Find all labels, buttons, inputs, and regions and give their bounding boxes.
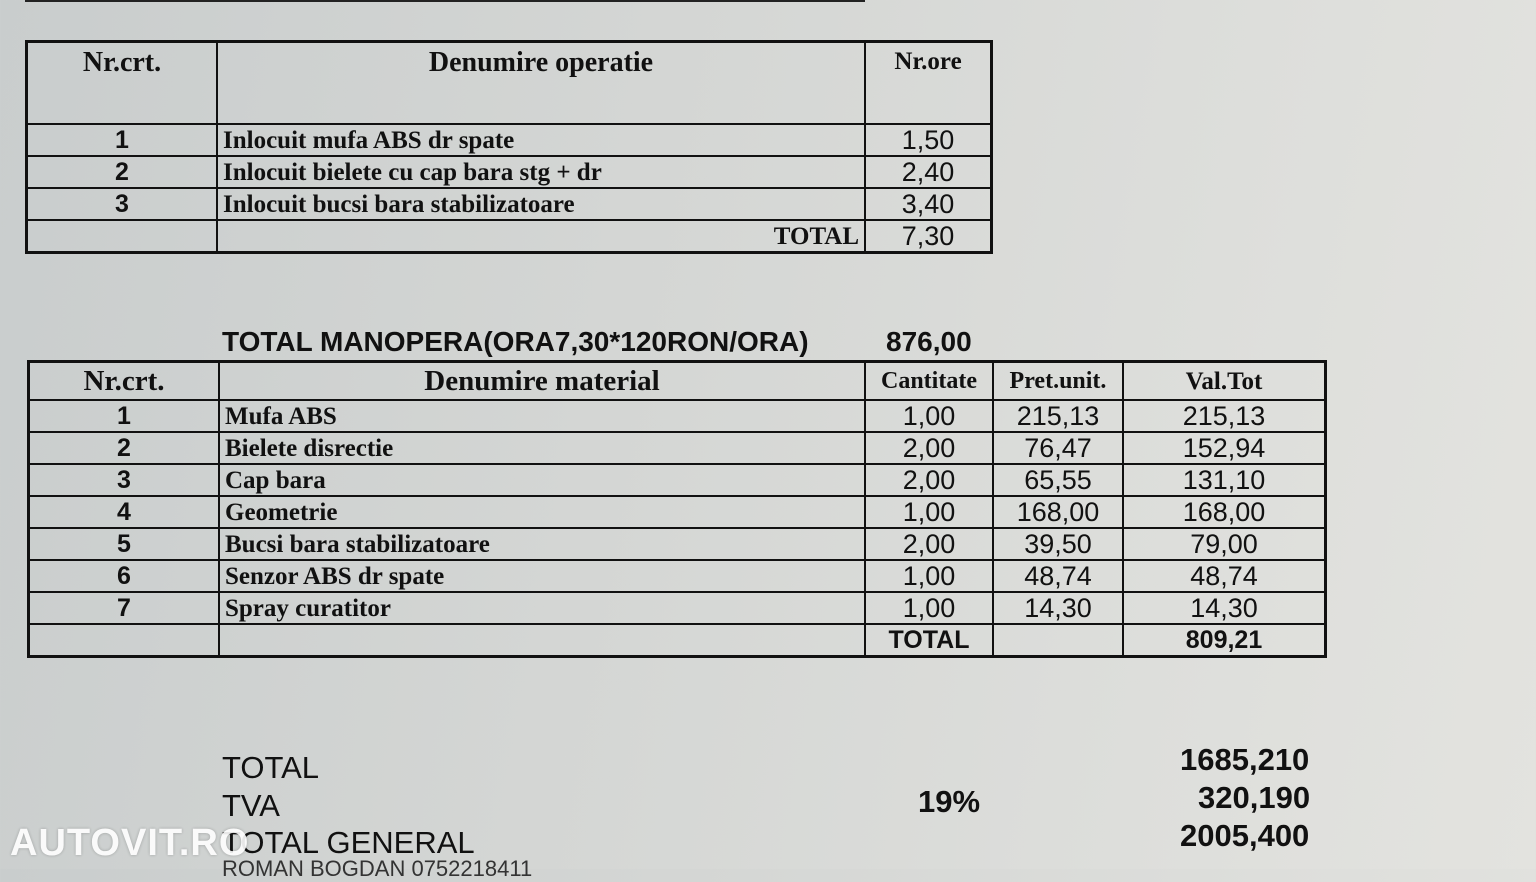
top-border-line — [25, 0, 865, 2]
row-nr: 7 — [29, 592, 220, 624]
material-name: Mufa ABS — [219, 400, 865, 432]
header-quantity: Cantitate — [865, 362, 993, 401]
material-quantity: 1,00 — [865, 496, 993, 528]
summary-tva-rate: 19% — [918, 784, 981, 819]
material-total: 168,00 — [1123, 496, 1326, 528]
material-name: Geometrie — [219, 496, 865, 528]
material-quantity: 1,00 — [865, 592, 993, 624]
table-row — [29, 464, 1326, 496]
operation-name: Inlocuit mufa ABS dr spate — [217, 124, 865, 156]
header-total-value: Val.Tot — [1123, 362, 1326, 401]
material-quantity: 1,00 — [865, 560, 993, 592]
material-total: 48,74 — [1123, 560, 1326, 592]
material-name: Senzor ABS dr spate — [219, 560, 865, 592]
table-row — [27, 188, 992, 220]
operation-name: Inlocuit bielete cu cap bara stg + dr — [217, 156, 865, 188]
table-row — [29, 496, 1326, 528]
table-row — [27, 156, 992, 188]
material-quantity: 1,00 — [865, 400, 993, 432]
header-operation-name: Denumire operatie — [217, 42, 865, 125]
material-name: Bielete disrectie — [219, 432, 865, 464]
header-material-name: Denumire material — [219, 362, 865, 401]
table-row — [27, 124, 992, 156]
operation-hours: 2,40 — [865, 156, 992, 188]
materials-total-row — [29, 624, 1326, 657]
operation-hours: 1,50 — [865, 124, 992, 156]
summary-total-value: 1685,210 — [1180, 742, 1310, 777]
operations-total-label: TOTAL — [217, 220, 865, 253]
table-row — [29, 592, 1326, 624]
materials-total-label: TOTAL — [865, 624, 993, 657]
summary-tva-label: TVA — [222, 788, 280, 823]
labor-total-label: TOTAL MANOPERA(ORA7,30*120RON/ORA) — [222, 326, 809, 357]
materials-table — [27, 360, 1327, 658]
material-total: 14,30 — [1123, 592, 1326, 624]
header-nr-crt: Nr.crt. — [29, 362, 220, 401]
material-name: Spray curatitor — [219, 592, 865, 624]
row-nr: 1 — [27, 124, 218, 156]
material-quantity: 2,00 — [865, 528, 993, 560]
row-nr: 2 — [27, 156, 218, 188]
row-nr: 4 — [29, 496, 220, 528]
operation-name: Inlocuit bucsi bara stabilizatoare — [217, 188, 865, 220]
operations-header-row — [27, 42, 992, 125]
row-nr: 2 — [29, 432, 220, 464]
labor-total-value: 876,00 — [886, 326, 972, 357]
material-unit-price: 215,13 — [993, 400, 1123, 432]
material-unit-price: 14,30 — [993, 592, 1123, 624]
summary-tva-value: 320,190 — [1198, 780, 1311, 815]
material-quantity: 2,00 — [865, 432, 993, 464]
table-row — [29, 528, 1326, 560]
material-name: Bucsi bara stabilizatoare — [219, 528, 865, 560]
autovit-watermark-logo: AUTOVIT.RO — [10, 822, 250, 864]
header-unit-price: Pret.unit. — [993, 362, 1123, 401]
material-total: 131,10 — [1123, 464, 1326, 496]
row-nr: 1 — [29, 400, 220, 432]
row-nr: 3 — [27, 188, 218, 220]
materials-header-row — [29, 362, 1326, 401]
summary-general-label: TOTAL GENERAL — [222, 825, 475, 860]
table-row — [29, 432, 1326, 464]
material-unit-price: 76,47 — [993, 432, 1123, 464]
row-nr: 3 — [29, 464, 220, 496]
materials-total-value: 809,21 — [1123, 624, 1326, 657]
empty-cell — [29, 624, 220, 657]
summary-total-label: TOTAL — [222, 750, 320, 785]
operations-total-value: 7,30 — [865, 220, 992, 253]
empty-cell — [219, 624, 865, 657]
material-unit-price: 168,00 — [993, 496, 1123, 528]
material-total: 152,94 — [1123, 432, 1326, 464]
material-name: Cap bara — [219, 464, 865, 496]
operations-total-row — [27, 220, 992, 253]
cut-off-footer-text: ROMAN BOGDAN 0752218411 — [222, 856, 533, 881]
material-unit-price: 65,55 — [993, 464, 1123, 496]
material-total: 215,13 — [1123, 400, 1326, 432]
table-row — [29, 560, 1326, 592]
empty-cell — [993, 624, 1123, 657]
header-hours: Nr.ore — [865, 42, 992, 125]
material-total: 79,00 — [1123, 528, 1326, 560]
summary-general-value: 2005,400 — [1180, 818, 1310, 853]
header-nr-crt: Nr.crt. — [27, 42, 218, 125]
operations-table — [25, 40, 993, 254]
empty-cell — [27, 220, 218, 253]
row-nr: 5 — [29, 528, 220, 560]
operation-hours: 3,40 — [865, 188, 992, 220]
material-quantity: 2,00 — [865, 464, 993, 496]
material-unit-price: 48,74 — [993, 560, 1123, 592]
table-row — [29, 400, 1326, 432]
row-nr: 6 — [29, 560, 220, 592]
material-unit-price: 39,50 — [993, 528, 1123, 560]
